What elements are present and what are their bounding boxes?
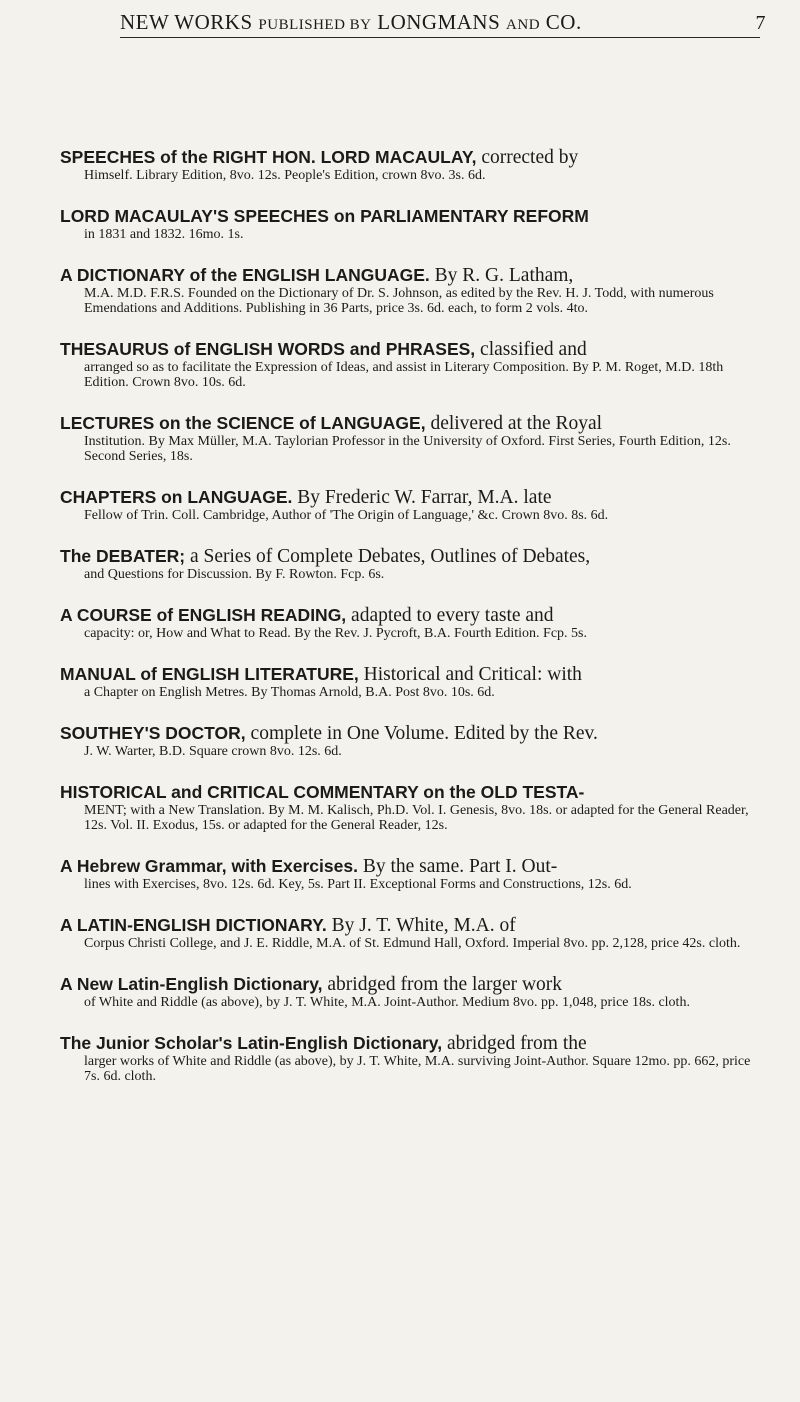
entry-description: Institution. By Max Müller, M.A. Taylorian Professor in the University of Oxford. First Series, Fourth Edition, 12s. Second Series, 18s. bbox=[84, 434, 731, 464]
entry-description: MENT; with a New Translation. By M. M. Kalisch, Ph.D. Vol. I. Genesis, 8vo. 18s. or adapted for the General Reader, 12s. Vol. II. Exodus, 15s. or adapted for the General Reader, 12s. bbox=[84, 803, 749, 833]
entry-title: MANUAL of ENGLISH LITERATURE, bbox=[60, 664, 359, 684]
book-entry bbox=[60, 488, 766, 523]
entry-title: A DICTIONARY of the ENGLISH LANGUAGE. bbox=[60, 265, 430, 285]
header-rule bbox=[120, 37, 760, 38]
entry-title-rest: abridged from the bbox=[442, 1033, 587, 1054]
running-header bbox=[120, 4, 770, 34]
entry-title: HISTORICAL and CRITICAL COMMENTARY on the OLD TESTA- bbox=[60, 782, 585, 802]
entry-title: A COURSE of ENGLISH READING, bbox=[60, 605, 347, 625]
book-entry bbox=[60, 1034, 766, 1084]
entry-title: The DEBATER; bbox=[60, 546, 186, 566]
entry-description: a Chapter on English Metres. By Thomas Arnold, B.A. Post 8vo. 10s. 6d. bbox=[84, 685, 495, 700]
header-and: AND bbox=[506, 17, 541, 33]
entry-title: SPEECHES of the RIGHT HON. LORD MACAULAY, bbox=[60, 147, 477, 167]
book-entry bbox=[60, 266, 766, 316]
entry-description: in 1831 and 1832. 16mo. 1s. bbox=[84, 227, 244, 242]
book-entry bbox=[60, 783, 766, 833]
entry-title-rest: complete in One Volume. Edited by the Rev. bbox=[245, 723, 598, 744]
book-entry bbox=[60, 916, 766, 951]
entry-description: and Questions for Discussion. By F. Rowton. Fcp. 6s. bbox=[84, 567, 385, 582]
header-published-by: PUBLISHED BY bbox=[258, 17, 372, 33]
book-entry bbox=[60, 148, 766, 183]
entry-title-rest: classified and bbox=[475, 339, 587, 360]
entry-title: LECTURES on the SCIENCE of LANGUAGE, bbox=[60, 413, 426, 433]
entry-title-rest: delivered at the Royal bbox=[425, 413, 603, 434]
entry-description: J. W. Warter, B.D. Square crown 8vo. 12s. 6d. bbox=[84, 744, 342, 759]
entry-title: CHAPTERS on LANGUAGE. bbox=[60, 487, 293, 507]
book-entry bbox=[60, 207, 766, 242]
entry-description: lines with Exercises, 8vo. 12s. 6d. Key, 5s. Part II. Exceptional Forms and Constructions, 12s. 6d. bbox=[84, 877, 632, 892]
entry-title-rest: corrected by bbox=[476, 147, 579, 168]
book-entry bbox=[60, 665, 766, 700]
header-title bbox=[120, 10, 582, 35]
entry-description: larger works of White and Riddle (as above), by J. T. White, M.A. surviving Joint-Author. Square 12mo. pp. 662, price 7s. 6d. cloth. bbox=[84, 1054, 751, 1084]
entry-title: A Hebrew Grammar, with Exercises. bbox=[60, 856, 358, 876]
entry-title-rest: adapted to every taste and bbox=[346, 605, 554, 626]
book-entry bbox=[60, 975, 766, 1010]
entry-description: Corpus Christi College, and J. E. Riddle, M.A. of St. Edmund Hall, Oxford. Imperial 8vo. pp. 2,128, price 42s. cloth. bbox=[84, 936, 741, 951]
entry-description: Fellow of Trin. Coll. Cambridge, Author of 'The Origin of Language,' &c. Crown 8vo. 8s. 6d. bbox=[84, 508, 609, 523]
entry-title: The Junior Scholar's Latin-English Dictionary, bbox=[60, 1033, 443, 1053]
entry-title-rest: By R. G. Latham, bbox=[429, 265, 574, 286]
book-entry bbox=[60, 547, 766, 582]
header-new-works: NEW WORKS bbox=[120, 10, 253, 34]
entry-title: A New Latin-English Dictionary, bbox=[60, 974, 323, 994]
book-entry bbox=[60, 857, 766, 892]
entry-description: capacity: or, How and What to Read. By the Rev. J. Pycroft, B.A. Fourth Edition. Fcp. 5s. bbox=[84, 626, 587, 641]
book-entry bbox=[60, 724, 766, 759]
entry-title: A LATIN-ENGLISH DICTIONARY. bbox=[60, 915, 327, 935]
book-entry bbox=[60, 606, 766, 641]
entry-title: SOUTHEY'S DOCTOR, bbox=[60, 723, 246, 743]
book-entry bbox=[60, 340, 766, 390]
entry-title-rest: By J. T. White, M.A. of bbox=[326, 915, 516, 936]
entry-description: M.A. M.D. F.R.S. Founded on the Dictionary of Dr. S. Johnson, as edited by the Rev. H. J. Todd, with numerous Emendations and Additions. Publishing in 36 Parts, price 3s. 6d. each, to form 2 vols. 4to. bbox=[84, 286, 714, 316]
header-co: CO. bbox=[545, 10, 582, 34]
entry-title: LORD MACAULAY'S SPEECHES on PARLIAMENTARY REFORM bbox=[60, 206, 589, 226]
entry-title-rest: By the same. Part I. Out- bbox=[357, 856, 558, 877]
entry-title-rest: Historical and Critical: with bbox=[358, 664, 582, 685]
book-list bbox=[60, 148, 766, 1108]
entry-description: of White and Riddle (as above), by J. T. White, M.A. Joint-Author. Medium 8vo. pp. 1,048, price 18s. cloth. bbox=[84, 995, 690, 1010]
entry-description: arranged so as to facilitate the Expression of Ideas, and assist in Literary Composition. By P. M. Roget, M.D. 18th Edition. Crown 8vo. 10s. 6d. bbox=[84, 360, 724, 390]
entry-description: Himself. Library Edition, 8vo. 12s. People's Edition, crown 8vo. 3s. 6d. bbox=[84, 168, 486, 183]
entry-title-rest: By Frederic W. Farrar, M.A. late bbox=[292, 487, 552, 508]
book-entry bbox=[60, 414, 766, 464]
entry-title: THESAURUS of ENGLISH WORDS and PHRASES, bbox=[60, 339, 476, 359]
page-number: 7 bbox=[755, 12, 766, 34]
entry-title-rest: a Series of Complete Debates, Outlines of Debates, bbox=[185, 546, 591, 567]
entry-title-rest: abridged from the larger work bbox=[322, 974, 563, 995]
header-publisher: LONGMANS bbox=[377, 10, 501, 34]
